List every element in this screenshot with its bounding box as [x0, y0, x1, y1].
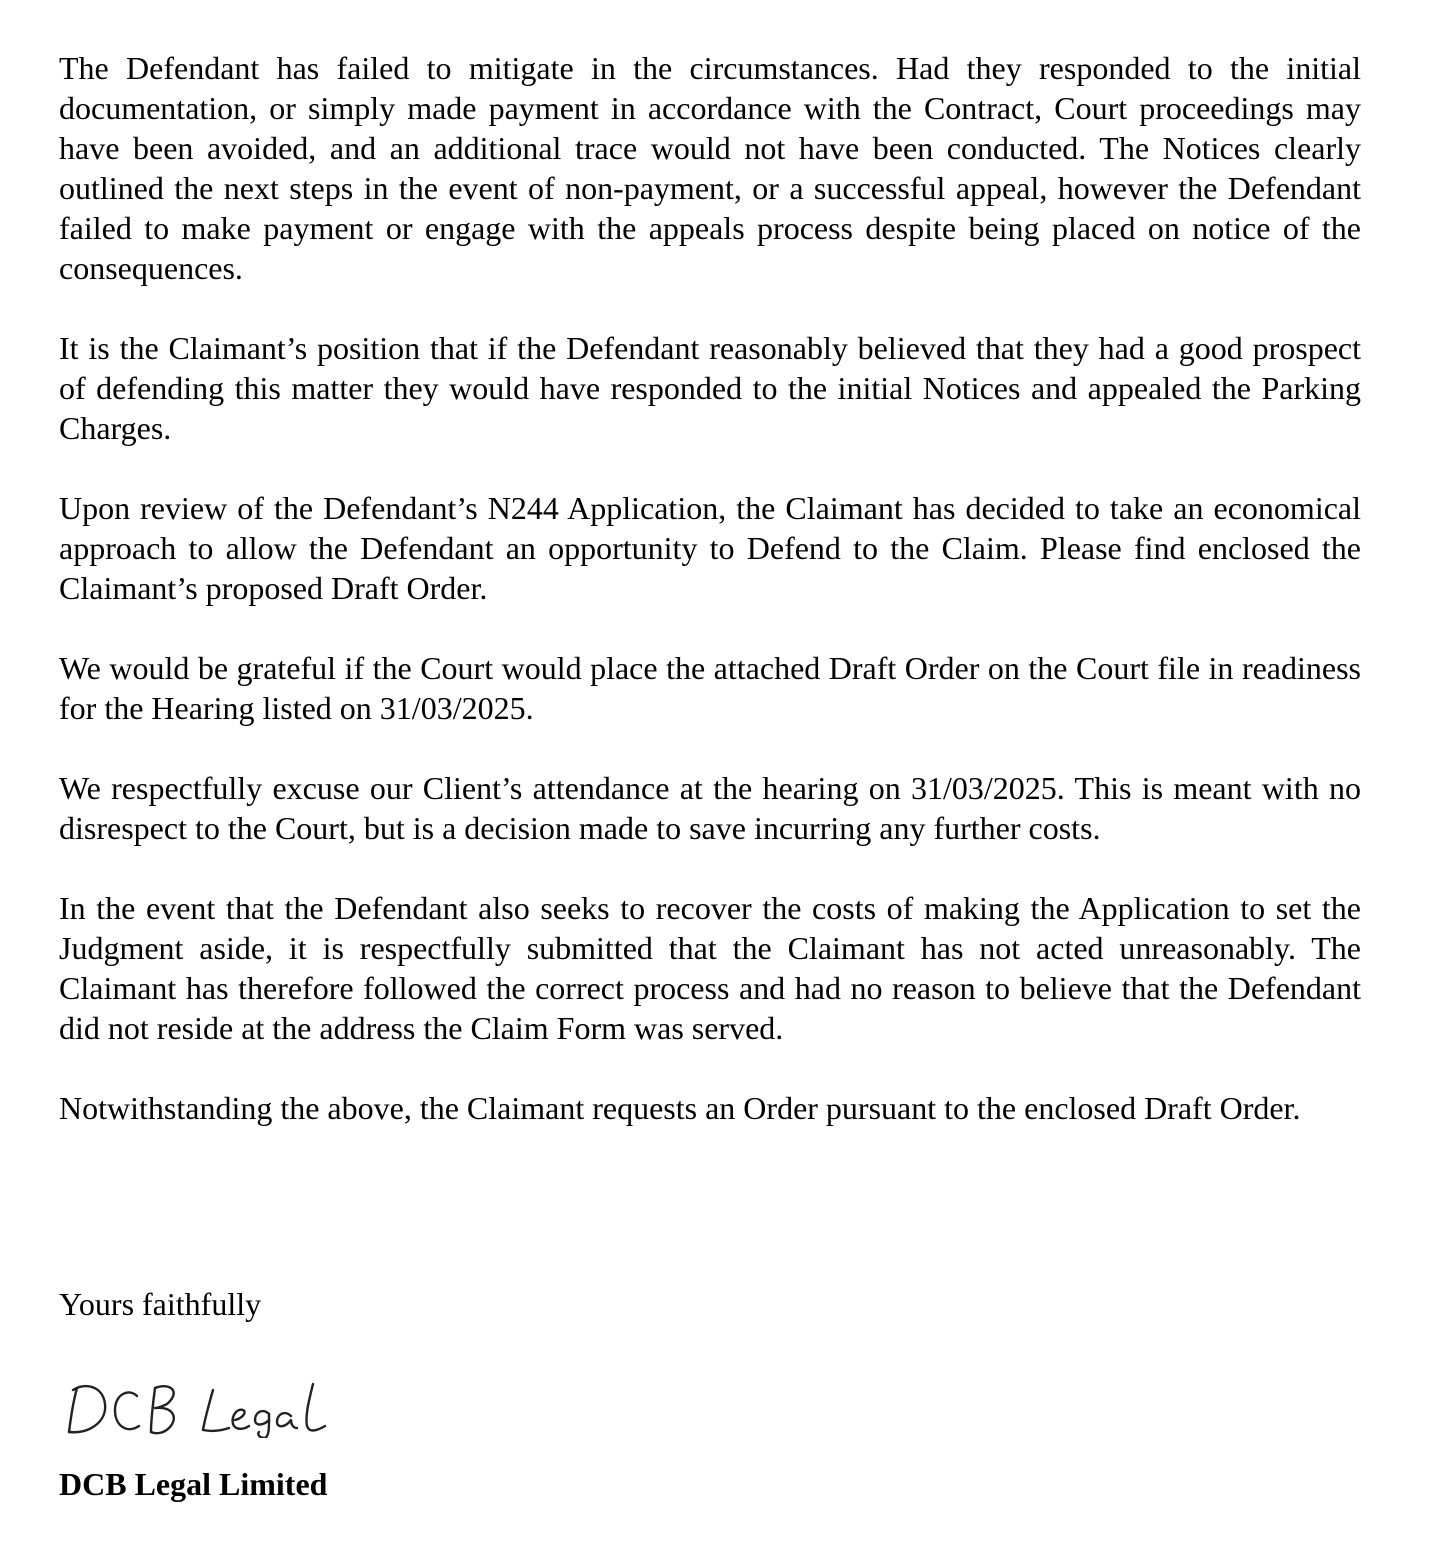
- signatory-name: DCB Legal Limited: [59, 1466, 328, 1502]
- closing-salutation: Yours faithfully: [59, 1286, 262, 1322]
- letter-page: [59, 48, 1361, 1502]
- paragraph-mitigation: The Defendant has failed to mitigate in the circumstances. Had they responded to the initial documentation, or simply made payment in accordance with the Contract, Court proceedings may have been avoided, and an additional trace would not have been conducted. The Notices clearly outlined the next steps in the event of non-payment, or a successful appeal, however the Defendant failed to make payment or engage with the appeals process despite being placed on notice of the consequences.: [59, 50, 1361, 286]
- handwritten-signature: [63, 1376, 333, 1438]
- paragraph-notwithstanding: Notwithstanding the above, the Claimant requests an Order pursuant to the enclosed Draft Order.: [59, 1090, 1301, 1126]
- paragraph-claimant-position: It is the Claimant’s position that if the Defendant reasonably believed that they had a good prospect of defending this matter they would have responded to the initial Notices and appealed the Parking Charges.: [59, 330, 1361, 446]
- paragraph-draft-order-request: We would be grateful if the Court would place the attached Draft Order on the Court file in readiness for the Hearing listed on 31/03/2025.: [59, 650, 1361, 726]
- paragraph-costs: In the event that the Defendant also seeks to recover the costs of making the Application to set the Judgment aside, it is respectfully submitted that the Claimant has not acted unreasonably. The Claimant has therefore followed the correct process and had no reason to believe that the Defendant did not reside at the address the Claim Form was served.: [59, 890, 1361, 1046]
- paragraph-attendance-excuse: We respectfully excuse our Client’s attendance at the hearing on 31/03/2025. This is meant with no disrespect to the Court, but is a decision made to save incurring any further costs.: [59, 770, 1361, 846]
- paragraph-n244-review: Upon review of the Defendant’s N244 Application, the Claimant has decided to take an economical approach to allow the Defendant an opportunity to Defend to the Claim. Please find enclosed the Claimant’s proposed Draft Order.: [59, 490, 1361, 606]
